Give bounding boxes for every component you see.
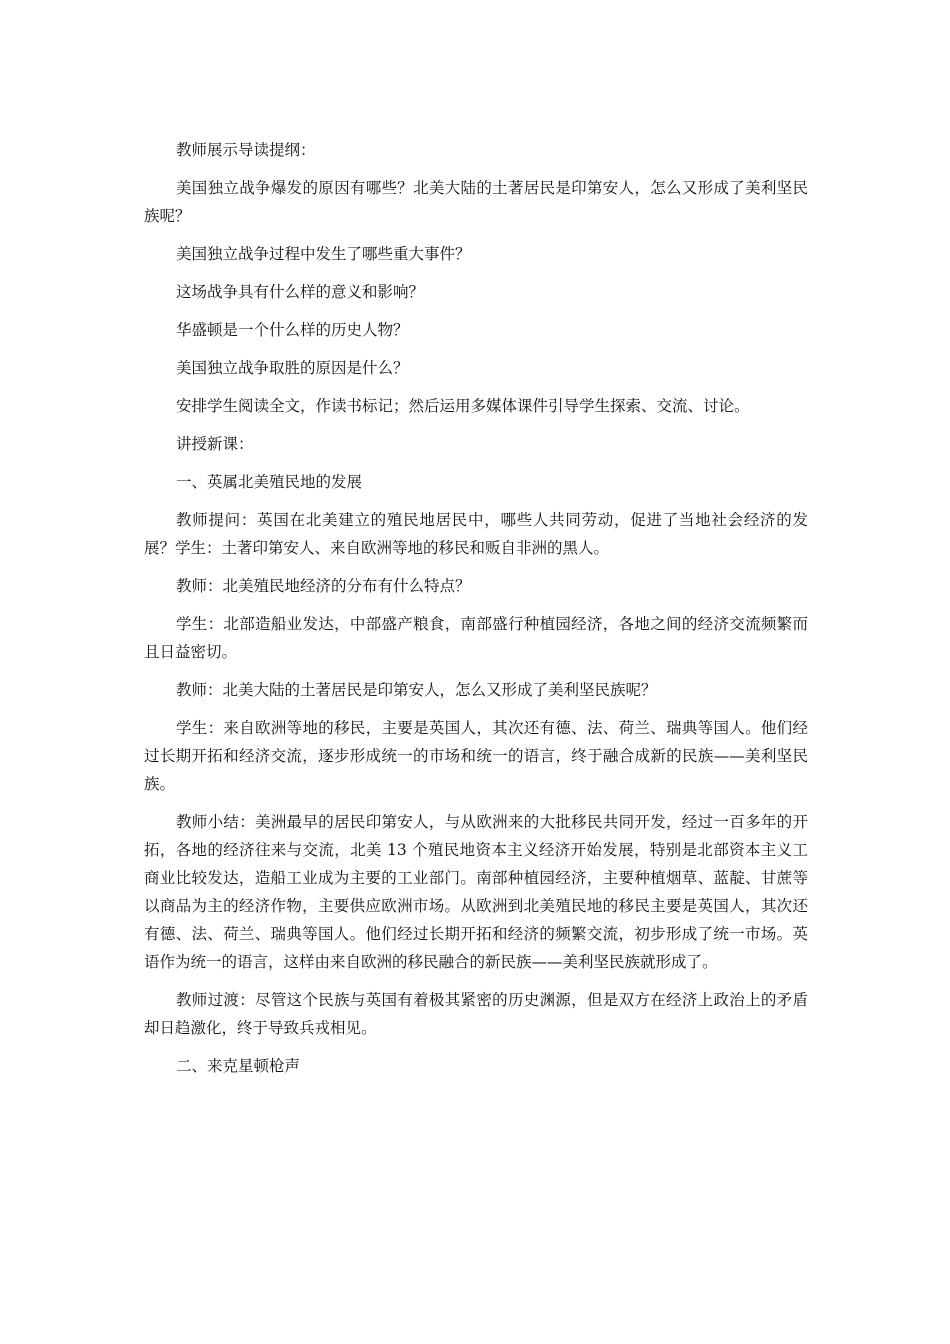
question-significance: 这场战争具有什么样的意义和影响？ — [176, 283, 425, 301]
teacher-question-paragraph: 教师提问：英国在北美建立的殖民地居民中，哪些人共同劳动，促进了当地社会经济的发展？学生：土著印第安人、来自欧洲等地的移民和贩自非洲的黑人。 — [144, 511, 808, 557]
student-answer-nation: 学生：来自欧洲等地的移民，主要是英国人，其次还有德、法、荷兰、瑞典等国人。他们经过长期开拓和经济交流，逐步形成统一的市场和统一的语言，终于融合成新的民族——美利坚民族。 — [144, 719, 808, 793]
student-answer-economy: 学生：北部造船业发达，中部盛产粮食，南部盛行种植园经济，各地之间的经济交流频繁而且日益密切。 — [144, 615, 808, 661]
teacher-summary: 教师小结：美洲最早的居民印第安人，与从欧洲来的大批移民共同开发，经过一百多年的开拓，各地的经济往来与交流，北美 13 个殖民地资本主义经济开始发展，特别是北部资本主义工商业比较发达，造船工业成为主要的工业部门。南部种植园经济，主要种植烟草、蓝靛、甘蔗等以商品为主的经济作物，主要供应欧洲市场。从欧洲到北美殖民地的移民主要是英国人，其次还有德、法、荷兰、瑞典等国人。他们经过长期开拓和经济的频繁交流，初步形成了统一市场。英语作为统一的语言，这样由来自欧洲的移民融合的新民族——美利坚民族就形成了。 — [144, 813, 808, 971]
teacher-question-nation: 教师：北美大陆的土著居民是印第安人，怎么又形成了美利坚民族呢？ — [176, 681, 657, 699]
reading-instruction: 安排学生阅读全文，作读书标记；然后运用多媒体课件引导学生探索、交流、讨论。 — [176, 397, 750, 415]
section-one-heading: 一、英属北美殖民地的发展 — [176, 473, 363, 491]
question-causes: 美国独立战争爆发的原因有哪些？北美大陆的土著居民是印第安人，怎么又形成了美利坚民族呢？ — [144, 179, 808, 225]
new-lesson-heading: 讲授新课： — [176, 435, 254, 453]
document-body — [144, 136, 808, 1090]
section-two-heading: 二、来克星顿枪声 — [176, 1057, 301, 1075]
teacher-transition: 教师过渡：尽管这个民族与英国有着极其紧密的历史渊源，但是双方在经济上政治上的矛盾却日趋激化，终于导致兵戎相见。 — [144, 991, 808, 1037]
question-victory: 美国独立战争取胜的原因是什么？ — [176, 359, 409, 377]
question-events: 美国独立战争过程中发生了哪些重大事件？ — [176, 245, 471, 263]
question-washington: 华盛顿是一个什么样的历史人物？ — [176, 321, 409, 339]
guide-outline-heading: 教师展示导读提纲： — [176, 141, 316, 159]
teacher-question-economy: 教师：北美殖民地经济的分布有什么特点？ — [176, 577, 471, 595]
